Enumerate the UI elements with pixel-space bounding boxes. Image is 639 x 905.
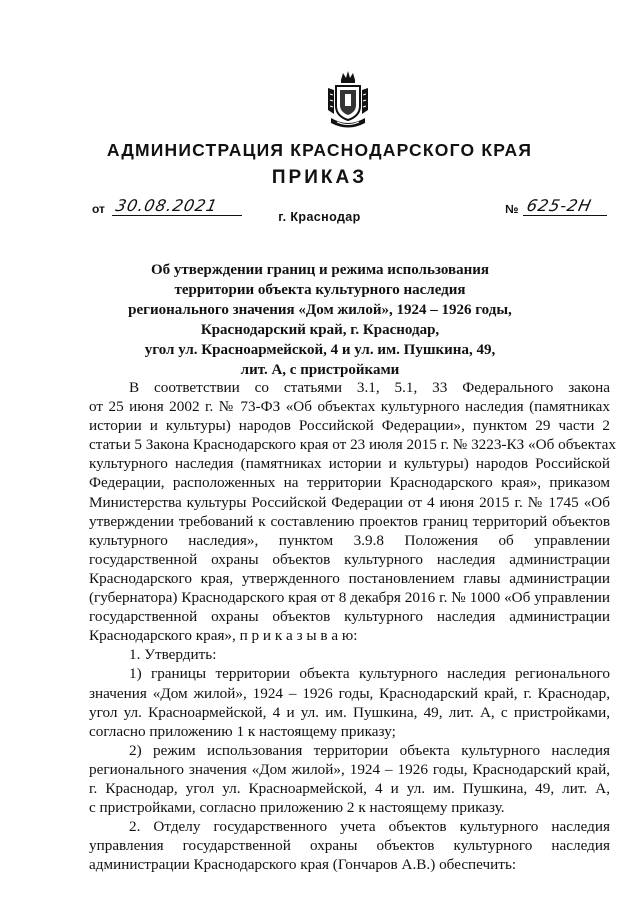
body-line: г. Краснодар, угол ул. Красноармейской, 4 и ул. им. Пушкина, 49, лит. А, (89, 779, 610, 797)
date-value: 30.08.2021 (113, 196, 220, 215)
subject-line: лит. А, с пристройками (240, 362, 400, 378)
body-line: государственной охраны объектов культурного наследия администрации (89, 550, 610, 568)
body-line: с пристройками, согласно приложению 2 к настоящему приказу. (89, 799, 505, 817)
document-subject (120, 260, 520, 380)
subject-line: территории объекта культурного наследия (174, 282, 466, 298)
body-line: регионального значения «Дом жилой», 1924 – 1926 годы, Краснодарский край, (89, 760, 610, 778)
body-line: культурного наследия», пунктом 3.9.8 Положения об управлении (89, 531, 610, 549)
body-line: статьи 5 Закона Краснодарского края от 23 июля 2015 г. № 3223-КЗ «Об объектах (89, 436, 616, 454)
document-body (89, 378, 616, 874)
city-label: г. Краснодар (278, 210, 361, 224)
body-line: 2. Отделу государственного учета объектов культурного наследия (129, 818, 610, 836)
body-line: (губернатора) Краснодарского края от 8 декабря 2016 г. № 1000 «Об управлении (89, 589, 610, 607)
body-line: 2) режим использования территории объекта культурного наследия (129, 741, 610, 759)
body-line: от 25 июня 2002 г. № 73-ФЗ «Об объектах культурного наследия (памятниках (89, 398, 610, 416)
body-line: 1) границы территории объекта культурного наследия регионального (129, 665, 610, 683)
date-prefix: от (92, 202, 105, 216)
body-line: государственной охраны объектов культурного наследия администрации (89, 608, 610, 626)
body-line: культурного наследия (памятниках истории и культуры) народов Российской (89, 455, 610, 473)
number-prefix: № (505, 202, 519, 216)
body-line: администрации Краснодарского края (Гончаров А.В.) обеспечить: (89, 856, 517, 874)
body-line: Федерации, расположенных на территории Краснодарского края», приказом (89, 474, 610, 492)
krasnodar-coat-of-arms-icon (325, 70, 371, 132)
body-line: утверждении требований к составлению проектов границ территорий объектов (89, 512, 610, 530)
body-line: угол ул. Красноармейской, 4 и ул. им. Пушкина, 49, лит. А, с пристройками, (89, 703, 610, 721)
body-line: В соответствии со статьями 3.1, 5.1, 33 Федерального закона (129, 379, 610, 396)
number-value: 625-2Н (524, 196, 594, 215)
organization-title: АДМИНИСТРАЦИЯ КРАСНОДАРСКОГО КРАЯ (106, 140, 533, 160)
subject-line: Краснодарский край, г. Краснодар, (200, 322, 440, 338)
subject-line: Об утверждении границ и режима использования (151, 262, 489, 278)
item-1: 1. Утвердить: (129, 646, 217, 664)
body-line: истории и культуры) народов Российской Федерации», пунктом 29 части 2 (89, 417, 610, 435)
body-line: управления государственной охраны объектов культурного наследия (89, 837, 610, 855)
body-line: значения «Дом жилой», 1924 – 1926 годы, Краснодарский край, г. Краснодар, (89, 684, 610, 702)
subject-line: угол ул. Красноармейской, 4 и ул. им. Пушкина, 49, (144, 342, 496, 358)
document-type: ПРИКАЗ (271, 167, 368, 188)
body-line: Краснодарского края, утвержденного постановлением главы администрации (89, 569, 610, 587)
body-line: Министерства культуры Российской Федерации от 4 июня 2015 г. № 1745 «Об (89, 493, 610, 511)
body-line: согласно приложению 1 к настоящему приказу; (89, 722, 396, 740)
subject-line: регионального значения «Дом жилой», 1924 – 1926 годы, (128, 302, 512, 318)
body-line: Краснодарского края», п р и к а з ы в а ю: (89, 627, 358, 645)
